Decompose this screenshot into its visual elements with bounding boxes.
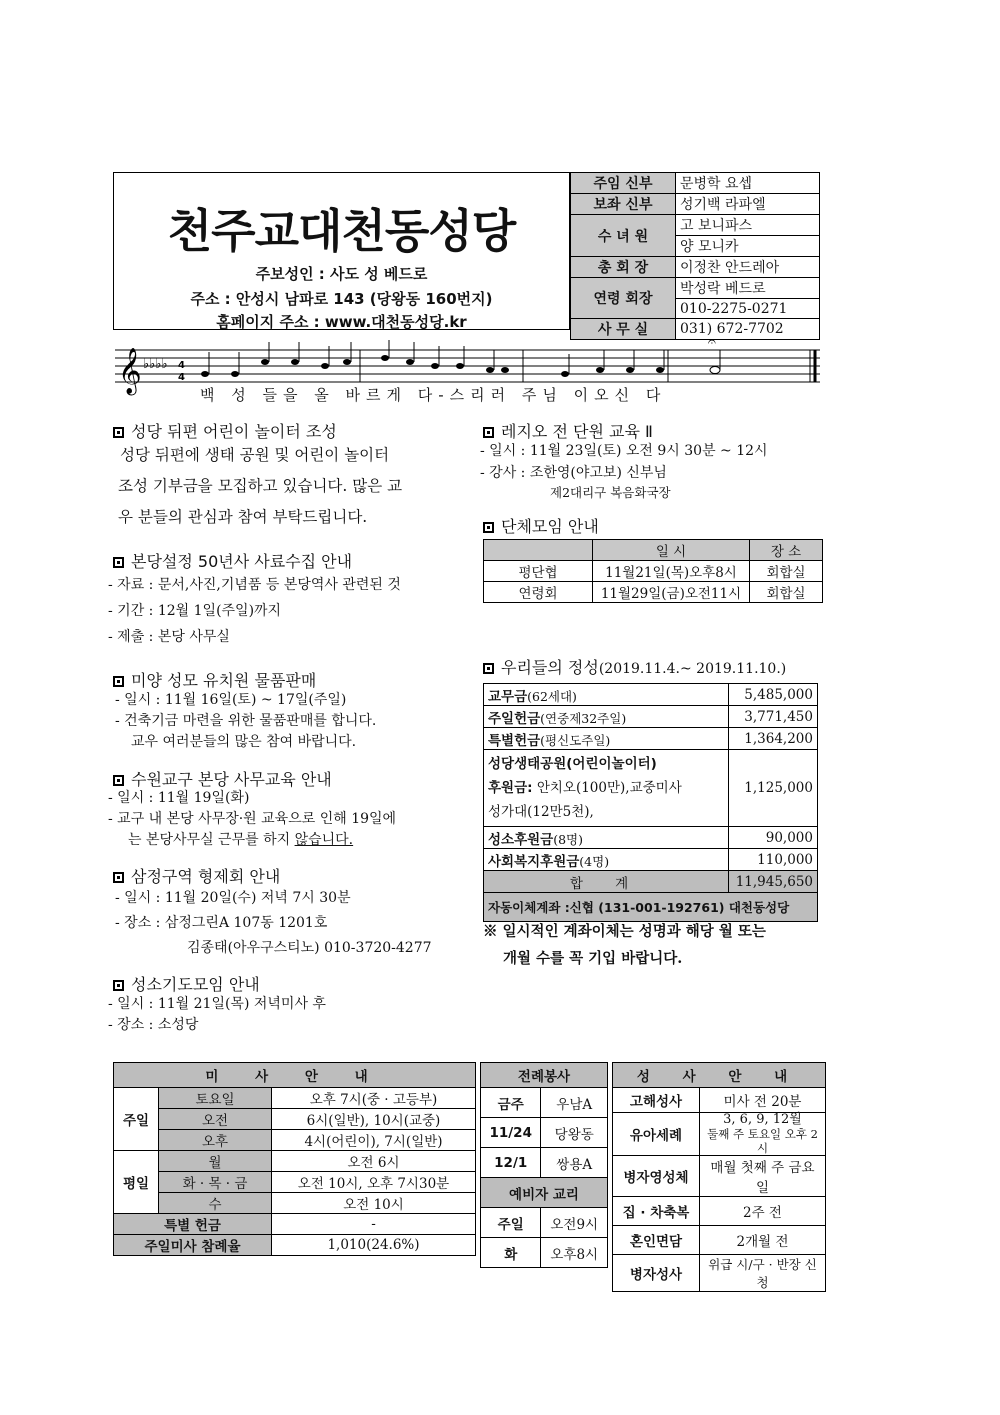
note-line: 개월 수를 꼭 기입 바랍니다. <box>503 950 683 967</box>
staff-value: 박성락 베드로 <box>676 278 820 299</box>
parish-title: 천주교대천동성당 <box>167 204 516 258</box>
table-row <box>613 1113 826 1156</box>
mass-day: 수 <box>159 1193 272 1214</box>
body-line: - 강사 : 조한영(야고보) 신부님 <box>480 465 667 481</box>
mass-schedule-table <box>113 1062 476 1256</box>
special-offering-value: - <box>272 1214 476 1235</box>
offering-note: (8명) <box>553 831 584 847</box>
offering-label: 성소후원금 <box>488 831 554 848</box>
body-line: - 자료 : 문서,사진,기념품 등 본당역사 관련된 것 <box>108 577 401 593</box>
body-line: - 기간 : 12월 1일(주일)까지 <box>108 603 282 619</box>
staff-value: 이정찬 안드레아 <box>676 257 820 278</box>
note-stems <box>209 340 720 374</box>
catechumen-title: 예비자 교리 <box>481 1178 608 1208</box>
staff-label: 수 녀 원 <box>571 215 676 257</box>
attendance-label: 주일미사 참례율 <box>114 1235 272 1256</box>
liturgy-group: 우남A <box>541 1088 608 1118</box>
body-line: 조성 기부금을 모집하고 있습니다. 많은 교 <box>118 477 403 495</box>
section-groups <box>483 514 599 537</box>
staff-value: 031) 672-7702 <box>676 319 820 340</box>
section-body <box>108 572 401 650</box>
offering-value: 110,000 <box>729 849 818 871</box>
body-line: 제2대리구 복음화국장 <box>550 485 671 500</box>
mass-time: 오전 10시 <box>272 1193 476 1214</box>
offering-note: 성가대(12만5천), <box>488 804 594 820</box>
section-body <box>115 886 432 961</box>
body-line: - 일시 : 11월 16일(토) ~ 17일(주일) <box>115 692 347 708</box>
square-bullet-icon <box>113 872 124 883</box>
table-row <box>484 582 823 603</box>
row-group-label: 평일 <box>114 1151 159 1214</box>
section-office-training <box>113 767 332 790</box>
section-title: 성소기도모임 안내 <box>131 975 260 994</box>
table-row <box>484 849 818 871</box>
time-signature: 4 <box>178 372 185 383</box>
body-line: 성당 뒤편에 생태 공원 및 어린이 놀이터 <box>120 446 390 464</box>
table-row <box>484 728 818 750</box>
body-line: - 일시 : 11월 23일(토) 오전 9시 30분 ~ 12시 <box>480 443 768 459</box>
offering-period: (2019.11.4.~ 2019.11.10.) <box>598 661 787 677</box>
section-title: 성당 뒤편 어린이 놀이터 조성 <box>131 422 337 441</box>
staff-value: 성기백 라파엘 <box>676 194 820 215</box>
sacrament-info: 3, 6, 9, 12월 <box>723 1112 802 1127</box>
mass-day: 월 <box>159 1151 272 1172</box>
offering-value: 3,771,450 <box>729 706 818 728</box>
body-line: - 일시 : 11월 19일(화) <box>108 790 250 806</box>
mass-day: 오후 <box>159 1130 272 1151</box>
sacrament-name: 병자영성체 <box>613 1156 700 1197</box>
table-cell: 연령회 <box>484 582 593 603</box>
section-offerings <box>483 655 786 678</box>
table-header <box>484 540 593 561</box>
section-kindergarten <box>113 668 316 691</box>
square-bullet-icon <box>113 427 124 438</box>
note-line: ※ 일시적인 계좌이체는 성명과 해당 월 또는 <box>483 923 766 940</box>
table-row <box>484 706 818 728</box>
liturgy-group: 당왕동 <box>541 1118 608 1148</box>
body-line: - 일시 : 11월 20일(수) 저녁 7시 30분 <box>115 890 351 906</box>
section-title: 우리들의 정성 <box>501 658 599 677</box>
staff-table <box>570 172 820 340</box>
square-bullet-icon <box>113 980 124 991</box>
body-line: - 장소 : 소성당 <box>108 1017 199 1033</box>
section-title: 삼정구역 형제회 안내 <box>131 867 281 886</box>
offering-value: 5,485,000 <box>729 684 818 706</box>
table-row <box>481 1238 608 1268</box>
table-row <box>114 1235 476 1256</box>
section-title: 미양 성모 유치원 물품판매 <box>131 671 317 690</box>
offering-note: 안치오(100만),교중미사 <box>532 780 682 796</box>
table-title: 전례봉사 <box>481 1063 608 1088</box>
catechumen-day: 주일 <box>481 1208 541 1238</box>
table-row <box>114 1088 476 1109</box>
homepage: 홈페이지 주소 : www.대천동성당.kr <box>216 313 467 331</box>
staff-label: 연령 회장 <box>571 278 676 319</box>
sacrament-info: 매월 첫째 주 금요일 <box>700 1156 826 1197</box>
offerings-table <box>483 683 818 922</box>
catechumen-day: 화 <box>481 1238 541 1268</box>
sacrament-info: 둘째 주 토요일 오후 2시 <box>707 1127 818 1155</box>
section-body <box>118 440 402 533</box>
liturgy-table <box>480 1062 608 1268</box>
table-row <box>114 1109 476 1130</box>
sacrament-name: 유아세례 <box>613 1113 700 1156</box>
section-playground <box>113 419 337 442</box>
table-row <box>613 1088 826 1113</box>
mass-time: 오후 7시(중 · 고등부) <box>272 1088 476 1109</box>
staff-value: 문병학 요셉 <box>676 173 820 194</box>
body-line: 우 분들의 관심과 참여 부탁드립니다. <box>118 508 368 526</box>
table-row <box>481 1148 608 1178</box>
staff-label: 주임 신부 <box>571 173 676 194</box>
table-row <box>613 1226 826 1255</box>
body-text: 는 본당사무실 근무를 하지 <box>128 832 295 848</box>
body-line: - 일시 : 11월 21일(목) 저녁미사 후 <box>108 996 326 1012</box>
sacrament-info: 2개월 전 <box>700 1226 826 1255</box>
table-cell: 11월29일(금)오전11시 <box>593 582 750 603</box>
sacrament-info: 2주 전 <box>700 1197 826 1226</box>
staff-value: 양 모니카 <box>676 236 820 257</box>
table-header: 장 소 <box>750 540 823 561</box>
sacrament-name: 집 · 차축복 <box>613 1197 700 1226</box>
table-row <box>484 561 823 582</box>
liturgy-group: 쌍용A <box>541 1148 608 1178</box>
offering-note: (연중제32주일) <box>540 710 627 726</box>
square-bullet-icon <box>113 775 124 786</box>
staff-label: 총 회 장 <box>571 257 676 278</box>
table-row <box>114 1130 476 1151</box>
mass-day: 오전 <box>159 1109 272 1130</box>
table-row <box>613 1156 826 1197</box>
table-title: 성 사 안 내 <box>613 1063 826 1088</box>
body-line: 교우 여러분들의 많은 참여 바랍니다. <box>131 734 357 750</box>
treble-clef-icon: 𝄞 <box>118 348 142 394</box>
offering-label: 사회복지후원금 <box>488 853 580 870</box>
table-cell: 평단협 <box>484 561 593 582</box>
section-body <box>108 788 396 851</box>
square-bullet-icon <box>483 663 494 674</box>
body-line: - 교구 내 본당 사무장·원 교육으로 인해 19일에 <box>108 811 397 827</box>
offering-value: 90,000 <box>729 827 818 849</box>
offering-note: (62세대) <box>527 688 577 704</box>
square-bullet-icon <box>483 427 494 438</box>
mass-time: 6시(일반), 10시(교중) <box>272 1109 476 1130</box>
table-row <box>114 1172 476 1193</box>
section-body <box>115 690 376 753</box>
section-legio <box>483 419 653 442</box>
section-title: 단체모임 안내 <box>501 517 599 536</box>
sacrament-table <box>612 1062 826 1292</box>
liturgy-date: 11/24 <box>481 1118 541 1148</box>
section-vocation-prayer <box>113 972 260 995</box>
total-value: 11,945,650 <box>729 871 818 893</box>
address: 주소 : 안성시 남파로 143 (당왕동 160번지) <box>190 290 493 308</box>
offering-label: 특별헌금 <box>488 732 541 749</box>
section-body <box>108 994 326 1036</box>
section-title: 본당설정 50년사 사료수집 안내 <box>131 552 353 571</box>
sacrament-name: 고해성사 <box>613 1088 700 1113</box>
table-row <box>484 871 818 893</box>
table-cell: 11월21일(목)오후8시 <box>593 561 750 582</box>
table-row <box>481 1118 608 1148</box>
fermata-icon: 𝄐 <box>708 338 716 350</box>
total-label: 합 계 <box>484 871 729 893</box>
staff-value: 010-2275-0271 <box>676 299 820 319</box>
mass-time: 오전 6시 <box>272 1151 476 1172</box>
sacrament-name: 병자성사 <box>613 1255 700 1292</box>
group-meeting-table <box>483 539 823 603</box>
offering-label: 후원금: <box>488 780 533 796</box>
section-body <box>480 440 768 502</box>
patron-saint: 주보성인 : 사도 성 베드로 <box>255 265 428 283</box>
sacrament-info: 위급 시/구 · 반장 신청 <box>700 1255 826 1292</box>
header-box <box>113 172 570 330</box>
time-signature: 4 <box>178 360 185 371</box>
liturgy-date: 12/1 <box>481 1148 541 1178</box>
table-row <box>484 827 818 849</box>
table-cell: 회합실 <box>750 561 823 582</box>
table-row <box>114 1151 476 1172</box>
flat-sign-icon: ♭♭♭♭ <box>143 357 168 372</box>
offering-label: 주일헌금 <box>488 710 541 727</box>
square-bullet-icon <box>113 676 124 687</box>
body-line: 김종태(아우구스티노) 010-3720-4277 <box>187 940 432 956</box>
offering-value: 1,125,000 <box>729 750 818 827</box>
lyrics: 백 성 들을 올 바르게 다-스리러 주님 이오신 다 <box>200 386 667 404</box>
staff-label: 사 무 실 <box>571 319 676 340</box>
body-line: - 건축기금 마련을 위한 물품판매를 합니다. <box>115 713 377 729</box>
bank-account: 자동이체계좌 :신협 (131-001-192761) 대천동성당 <box>484 893 818 922</box>
table-row <box>484 684 818 706</box>
mass-day: 화 · 목 · 금 <box>159 1172 272 1193</box>
table-row <box>114 1214 476 1235</box>
mass-time: 오전 10시, 오후 7시30분 <box>272 1172 476 1193</box>
body-line: - 제출 : 본당 사무실 <box>108 629 230 645</box>
table-row <box>613 1197 826 1226</box>
offering-label: 성당생태공원(어린이놀이터) <box>488 756 657 772</box>
row-group-label: 주일 <box>114 1088 159 1151</box>
mass-day: 토요일 <box>159 1088 272 1109</box>
catechumen-time: 오후8시 <box>541 1238 608 1268</box>
square-bullet-icon <box>113 557 124 568</box>
sacrament-info: 미사 전 20분 <box>700 1088 826 1113</box>
table-row <box>484 750 818 827</box>
attendance-value: 1,010(24.6%) <box>272 1235 476 1256</box>
body-line <box>108 830 396 851</box>
liturgy-date: 금주 <box>481 1088 541 1118</box>
table-header: 일 시 <box>593 540 750 561</box>
table-row <box>613 1255 826 1292</box>
staff-value: 고 보니파스 <box>676 215 820 236</box>
offering-note: (평신도주일) <box>540 732 611 748</box>
offering-note: (4명) <box>579 853 610 869</box>
square-bullet-icon <box>483 522 494 533</box>
section-history <box>113 549 352 572</box>
offering-value: 1,364,200 <box>729 728 818 750</box>
transfer-note <box>483 918 766 972</box>
body-line: - 장소 : 삼정그린A 107동 1201호 <box>115 915 328 931</box>
offering-label: 교무금 <box>488 688 528 705</box>
staff-label: 보좌 신부 <box>571 194 676 215</box>
section-brotherhood <box>113 864 280 887</box>
table-title: 미 사 안 내 <box>114 1063 476 1088</box>
catechumen-time: 오전9시 <box>541 1208 608 1238</box>
mass-time: 4시(어린이), 7시(일반) <box>272 1130 476 1151</box>
section-title: 수원교구 본당 사무교육 안내 <box>131 770 332 789</box>
underlined-text: 않습니다. <box>294 832 354 848</box>
sacrament-name: 혼인면담 <box>613 1226 700 1255</box>
section-title: 레지오 전 단원 교육 Ⅱ <box>501 422 653 441</box>
table-row <box>114 1193 476 1214</box>
table-row <box>481 1088 608 1118</box>
table-row <box>481 1208 608 1238</box>
special-offering-label: 특별 헌금 <box>114 1214 272 1235</box>
table-cell: 회합실 <box>750 582 823 603</box>
